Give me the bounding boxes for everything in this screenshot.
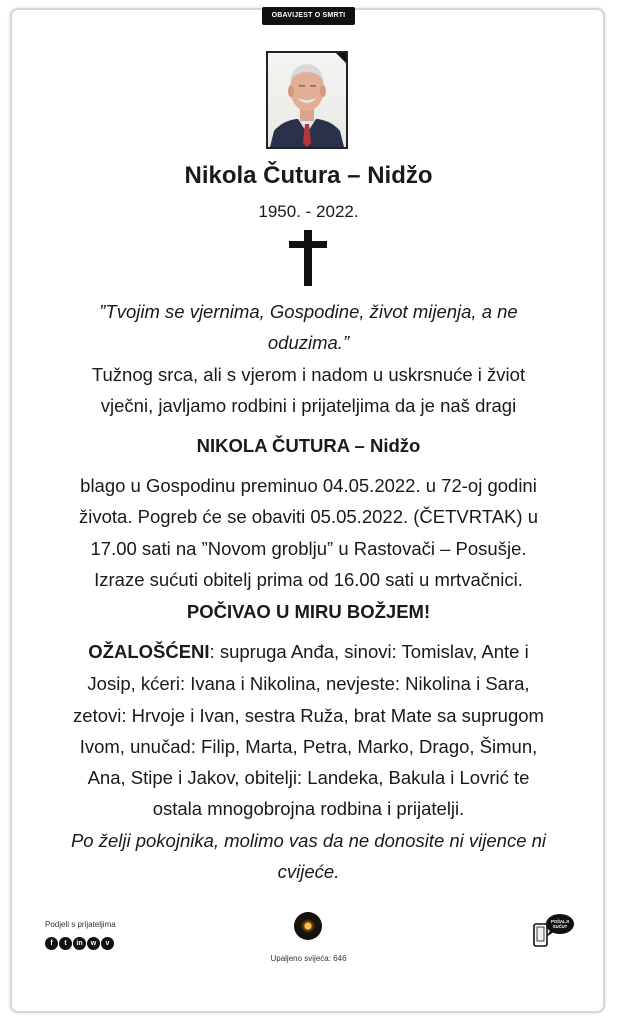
intro-line-1: Tužnog srca, ali s vjerom i nadom u uskrsnuće i žviot <box>91 364 526 385</box>
twitter-icon[interactable]: t <box>59 937 72 950</box>
mourners-line-5: Ana, Stipe i Jakov, obitelji: Landeka, Bakula i Lovrić te <box>87 767 530 788</box>
viber-icon[interactable]: v <box>101 937 114 950</box>
intro-line-2: vječni, javljamo rodbini i prijateljima da je naš dragi <box>100 395 517 416</box>
condolence-label-2: SUĆUT <box>552 924 568 929</box>
quote-line-2: oduzima.” <box>267 332 350 353</box>
portrait-photo <box>266 51 348 149</box>
notice-line-2: života. Pogreb će se obaviti 05.05.2022. (ČETVRTAK) u <box>79 506 538 527</box>
share-icons <box>45 937 114 950</box>
mourners-line-3: zetovi: Hrvoje i Ivan, sestra Ruža, brat Mate sa suprugom <box>73 705 544 726</box>
mourners-line-6: ostala mnogobrojna rodbina i prijatelji. <box>152 798 465 819</box>
mourners-line-2: Josip, kćeri: Ivana i Nikolina, nevjeste: Nikolina i Sara, <box>87 673 530 694</box>
condolence-label-1: POŠALJI <box>551 919 569 924</box>
facebook-icon[interactable]: f <box>45 937 58 950</box>
quote-line-1: ”Tvojim se vjernima, Gospodine, život mijenja, a ne <box>99 301 518 322</box>
notice-line-3: 17.00 sati na ”Novom groblju” u Rastovači – Posušje. <box>90 538 527 559</box>
notice-line-4: Izraze sućuti obitelj prima od 16.00 sati u mrtvačnici. <box>94 569 523 590</box>
mourners-text-1: : supruga Anđa, sinovi: Tomislav, Ante i <box>209 641 529 662</box>
mourners-label: OŽALOŠĆENI <box>88 641 210 662</box>
obituary-badge: OBAVIJEST O SMRTI <box>262 7 355 25</box>
deceased-name-caps: NIKOLA ČUTURA – Nidžo <box>196 435 421 456</box>
share-label: Podjeli s prijateljima <box>45 920 116 929</box>
mourning-ribbon <box>334 51 348 65</box>
wish-line-2: cvijeće. <box>277 861 340 882</box>
wish-line-1: Po želji pokojnika, molimo vas da ne donosite ni vijence ni <box>70 830 547 851</box>
rest-in-peace: POČIVAO U MIRU BOŽJEM! <box>186 601 431 622</box>
candle-icon[interactable] <box>294 912 322 940</box>
send-condolence-button[interactable] <box>532 912 576 948</box>
deceased-name: Nikola Čutura – Nidžo <box>184 162 433 189</box>
whatsapp-icon[interactable]: w <box>87 937 100 950</box>
mourners-line-4: Ivom, unučad: Filip, Marta, Petra, Marko, Drago, Šimun, <box>79 736 538 757</box>
cross-with-palm-icon <box>287 230 329 286</box>
portrait-illustration <box>268 53 346 147</box>
deceased-years: 1950. - 2022. <box>258 202 359 221</box>
candle-count: Upaljeno svijeća: 646 <box>270 954 347 963</box>
mourners-line-1 <box>40 636 577 667</box>
notice-line-1: blago u Gospodinu preminuo 04.05.2022. u 72-oj godini <box>80 475 537 496</box>
linkedin-icon[interactable]: in <box>73 937 86 950</box>
